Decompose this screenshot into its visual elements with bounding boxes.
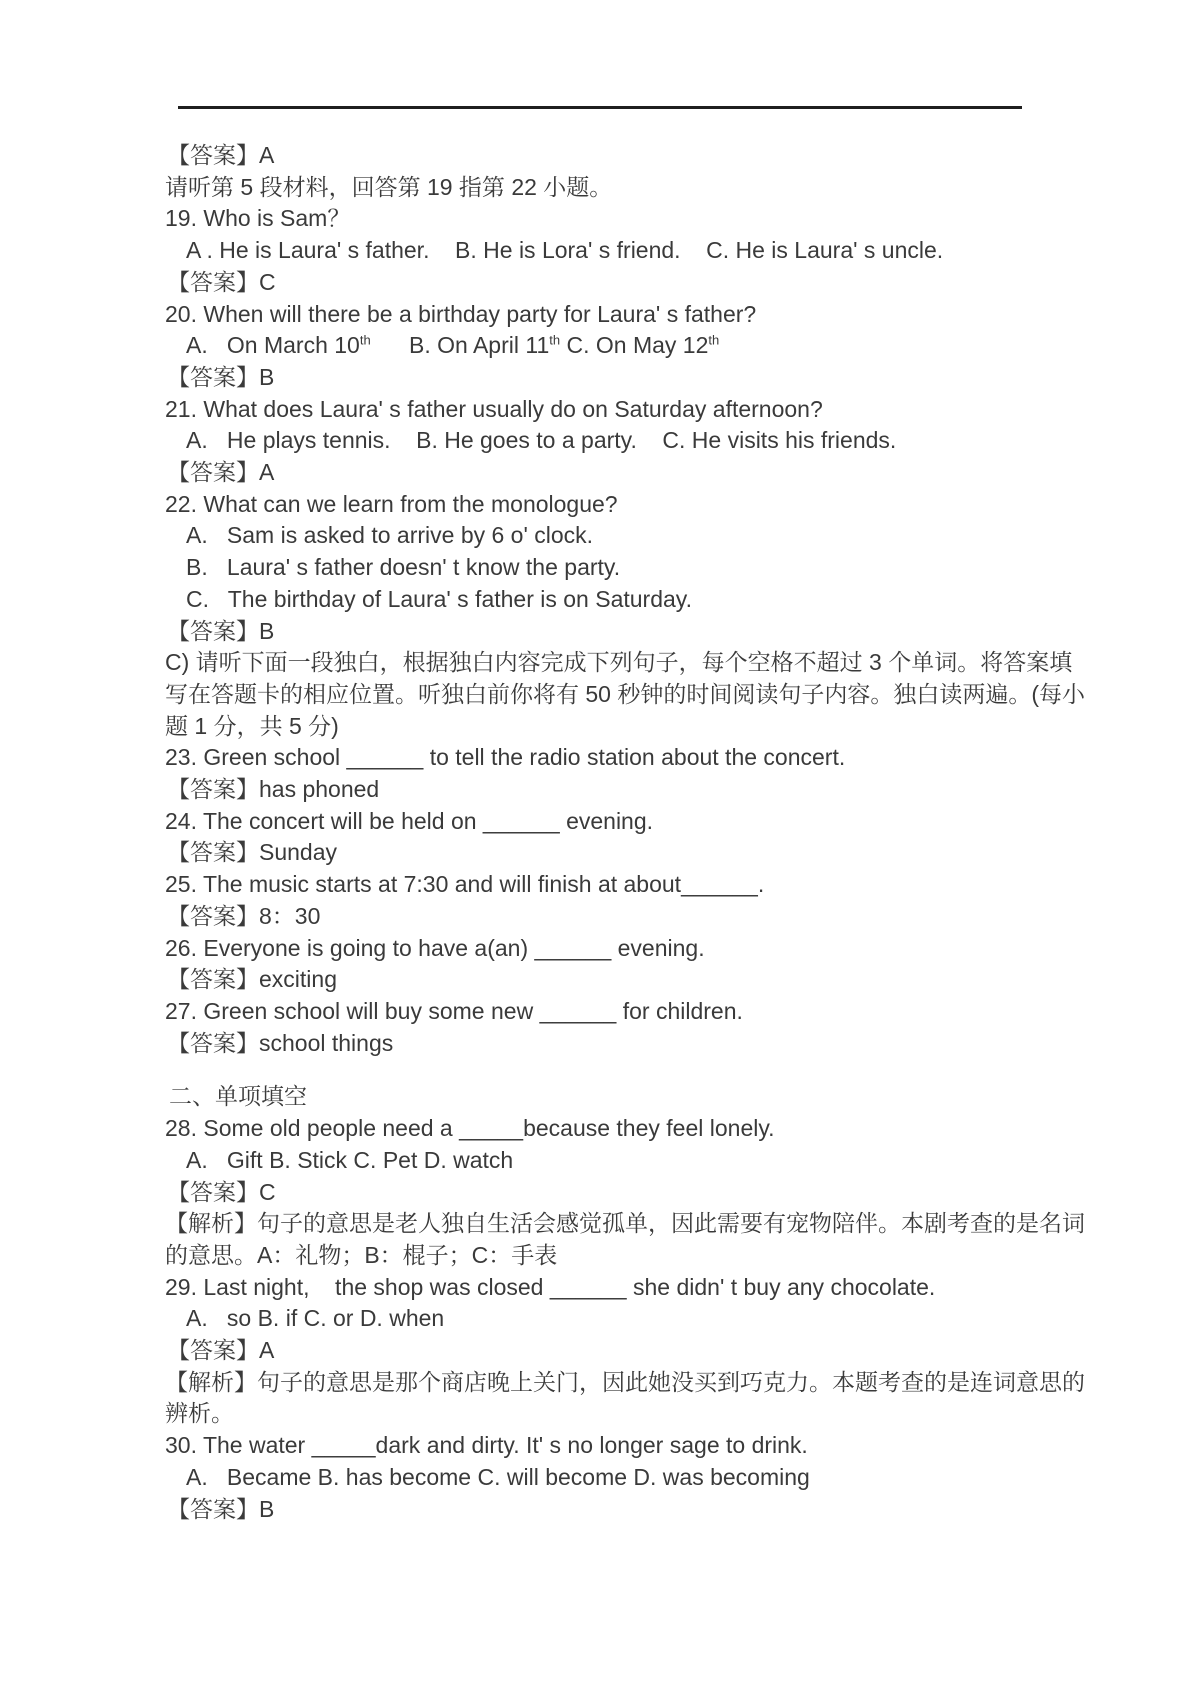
answer-line: 【答案】B — [167, 363, 275, 390]
question-line: 20. When will there be a birthday party for Laura' s father? — [165, 300, 757, 327]
option-text: A. On March 10 — [186, 332, 360, 359]
question-line: 19. Who is Sam？ — [165, 205, 351, 232]
chinese-text-line: 请听第 5 段材料，回答第 19 指第 22 小题。 — [165, 173, 613, 200]
option-text: C. On May 12 — [560, 332, 709, 359]
answer-line: 【答案】A — [167, 1337, 275, 1364]
header-rule — [178, 106, 1022, 109]
option-line: C. The birthday of Laura' s father is on Saturday. — [186, 585, 692, 612]
question-line: 28. Some old people need a _____because they feel lonely. — [165, 1115, 775, 1142]
option-line: A. He plays tennis. B. He goes to a party. C. He visits his friends. — [186, 427, 897, 454]
question-line: 24. The concert will be held on ______ evening. — [165, 807, 654, 834]
chinese-text-line: C) 请听下面一段独白，根据独白内容完成下列句子，每个空格不超过 3 个单词。将答案填 — [165, 649, 1073, 676]
answer-line: 【答案】school things — [167, 1029, 394, 1056]
option-text: B. On April 11 — [370, 332, 550, 359]
question-line: 29. Last night, the shop was closed ______ she didn' t buy any chocolate. — [165, 1273, 936, 1300]
question-line: 25. The music starts at 7:30 and will finish at about______. — [165, 871, 765, 898]
answer-line: 【答案】has phoned — [167, 776, 380, 803]
question-line: 26. Everyone is going to have a(an) ______ evening. — [165, 934, 705, 961]
answer-line: 【答案】exciting — [167, 966, 337, 993]
section-heading: 二、单项填空 — [169, 1083, 307, 1110]
chinese-text-line: 【解析】句子的意思是那个商店晚上关门，因此她没买到巧克力。本题考查的是连词意思的 — [165, 1368, 1085, 1395]
question-line: 22. What can we learn from the monologue? — [165, 490, 618, 517]
document-body — [165, 140, 1086, 1525]
question-line: 23. Green school ______ to tell the radio station about the concert. — [165, 744, 846, 771]
answer-line: 【答案】B — [167, 1495, 275, 1522]
chinese-text-line: 题 1 分，共 5 分) — [165, 712, 339, 739]
chinese-text-line: 辨析。 — [165, 1400, 234, 1427]
ordinal-suffix: th — [549, 332, 561, 348]
answer-line: 【答案】8：30 — [167, 902, 321, 929]
blank-line — [165, 1059, 1065, 1081]
option-line: A. so B. if C. or D. when — [186, 1305, 445, 1332]
answer-line: 【答案】C — [167, 1178, 276, 1205]
option-line: B. Laura' s father doesn' t know the party. — [186, 554, 621, 581]
answer-line: 【答案】A — [167, 459, 275, 486]
question-line: 30. The water _____dark and dirty. It' s no longer sage to drink. — [165, 1432, 808, 1459]
option-line — [165, 330, 1065, 362]
option-line: A . He is Laura' s father. B. He is Lora' s friend. C. He is Laura' s uncle. — [186, 237, 944, 264]
option-line: A. Became B. has become C. will become D. was becoming — [186, 1463, 810, 1490]
ordinal-suffix: th — [359, 332, 371, 348]
answer-line: 【答案】B — [167, 617, 275, 644]
option-line: A. Gift B. Stick C. Pet D. watch — [186, 1146, 514, 1173]
chinese-text-line: 的意思。A：礼物；B：棍子；C：手表 — [165, 1241, 558, 1268]
question-line: 27. Green school will buy some new ______ for children. — [165, 997, 743, 1024]
answer-line: 【答案】A — [167, 142, 275, 168]
option-line: A. Sam is asked to arrive by 6 o' clock. — [186, 522, 594, 549]
question-line: 21. What does Laura' s father usually do on Saturday afternoon? — [165, 395, 823, 422]
answer-line: 【答案】Sunday — [167, 839, 338, 866]
chinese-text-line: 【解析】句子的意思是老人独自生活会感觉孤单，因此需要有宠物陪伴。本剧考查的是名词 — [165, 1210, 1085, 1237]
answer-line: 【答案】C — [167, 268, 276, 295]
ordinal-suffix: th — [708, 332, 720, 348]
chinese-text-line: 写在答题卡的相应位置。听独白前你将有 50 秒钟的时间阅读句子内容。独白读两遍。(每小 — [165, 680, 1086, 707]
